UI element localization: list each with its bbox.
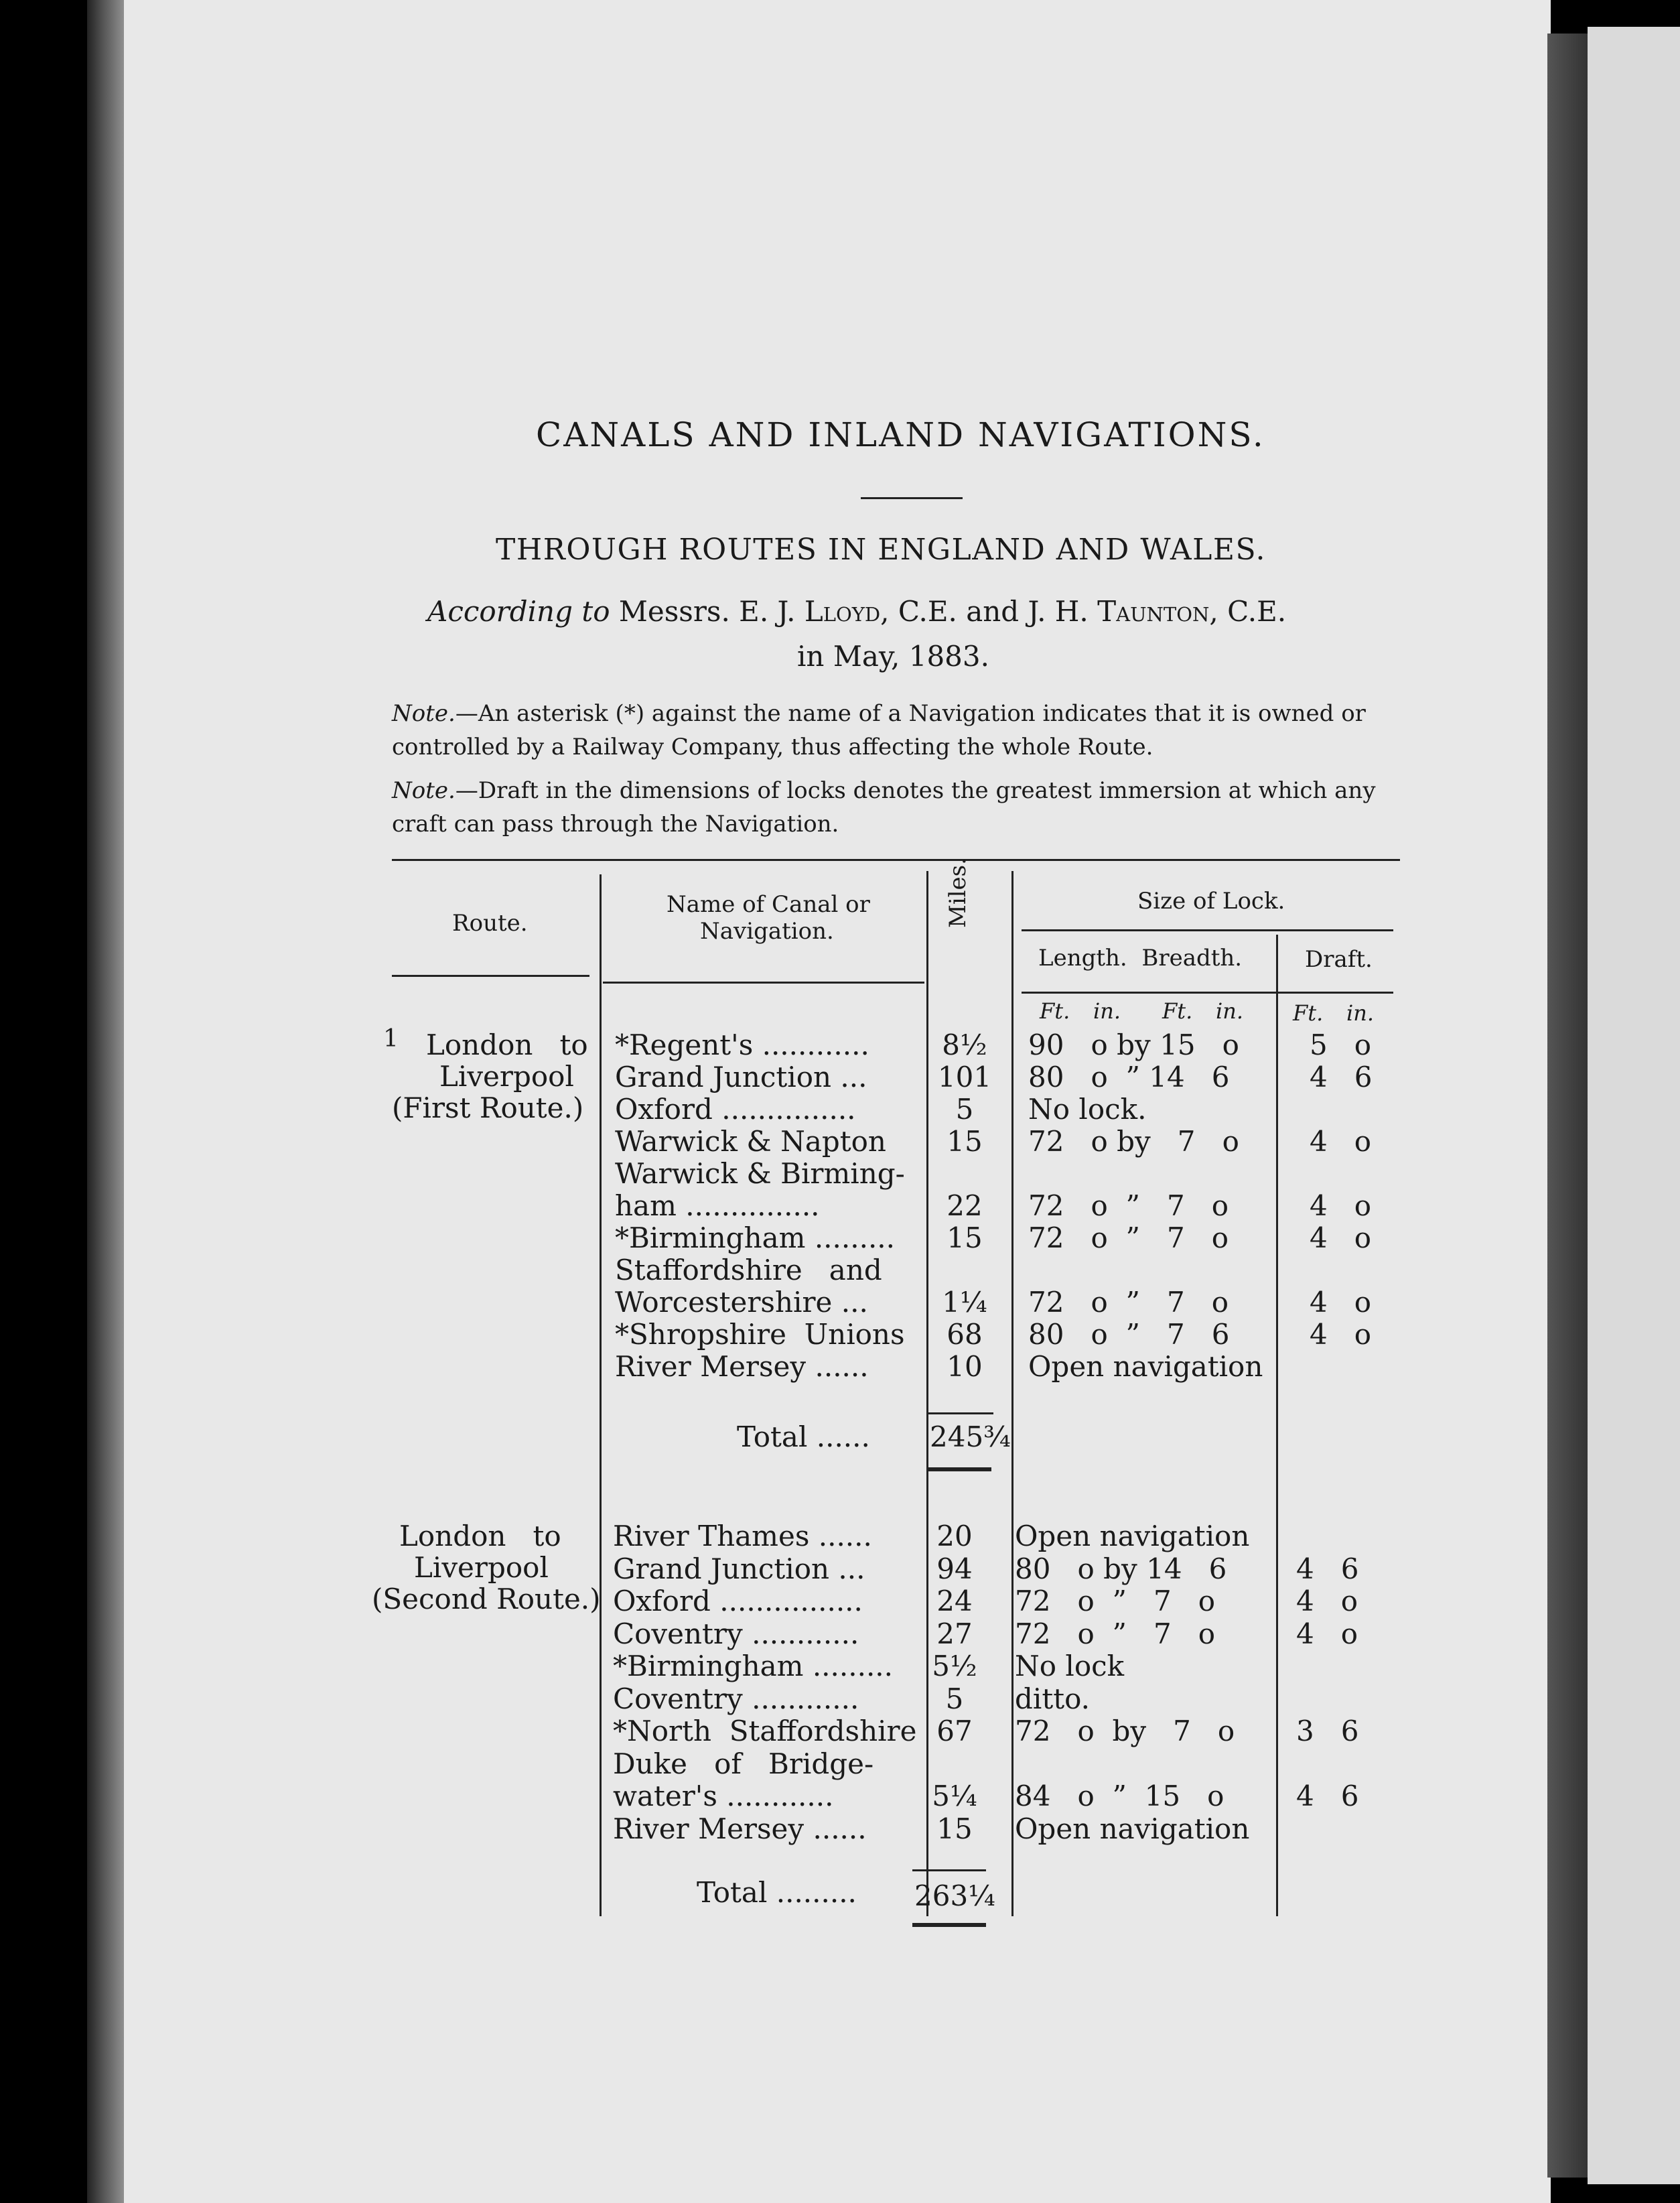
route2-row-canal-miles: 5½	[932, 1650, 977, 1682]
route2-row-canal-name: *North Staffordshire	[613, 1715, 917, 1747]
route1-row-lock-draft: 4 o	[1310, 1125, 1372, 1158]
route1-total-value: 245¾	[930, 1420, 1011, 1453]
note1-label: Note.	[392, 700, 456, 727]
route2-row-lock-size: 84 o ” 15 o	[1015, 1780, 1224, 1812]
route1-row-canal-name: *Shropshire Unions	[615, 1318, 905, 1351]
header-draft: Draft.	[1305, 946, 1373, 973]
route2-label-line3: (Second Route.)	[372, 1583, 601, 1615]
route2-row-canal-name: Duke of Bridge-	[613, 1747, 874, 1780]
header-name-line1: Name of Canal or	[667, 891, 870, 918]
route1-total-rule-top	[926, 1412, 993, 1414]
route1-row-lock-size: 72 o ” 7 o	[1028, 1221, 1229, 1254]
route1-row-canal-miles: 1¼	[942, 1286, 987, 1319]
route1-label-line2: Liverpool	[439, 1060, 574, 1093]
route1-row-lock-size: 80 o ” 7 6	[1028, 1318, 1230, 1351]
header-size-of-lock: Size of Lock.	[1137, 888, 1285, 915]
route1-label-line3: (First Route.)	[392, 1091, 584, 1124]
attribution-text1: Messrs. E. J.	[618, 595, 804, 628]
note-asterisk	[392, 697, 1403, 764]
header-name-line2: Navigation.	[700, 918, 834, 945]
header-bottom-rule-lock	[1022, 992, 1393, 994]
route2-row-canal-miles: 67	[936, 1715, 973, 1747]
route2-row-lock-draft: 4 o	[1296, 1585, 1358, 1617]
attribution-text3: , C.E.	[1209, 595, 1287, 628]
route2-row-lock-size: No lock	[1015, 1650, 1125, 1682]
route1-row-canal-name: Worcestershire ...	[615, 1286, 868, 1319]
route2-row-canal-miles: 15	[936, 1812, 973, 1845]
route2-row-lock-draft: 4 o	[1296, 1617, 1358, 1650]
route1-total-rule-bottom	[928, 1467, 991, 1471]
route1-row-canal-miles: 8½	[942, 1028, 987, 1061]
route1-row-lock-draft: 4 o	[1310, 1318, 1372, 1351]
page-edge	[1547, 34, 1588, 2178]
table-top-rule	[392, 859, 1400, 861]
route1-row-canal-name: Warwick & Birming-	[615, 1157, 905, 1190]
attribution-date: in May, 1883.	[797, 640, 989, 673]
route2-row-lock-size: ditto.	[1015, 1682, 1090, 1715]
route1-row-lock-draft: 4 o	[1310, 1221, 1372, 1254]
note1-text: —An asterisk (*) against the name of a Navigation indicates that it is owned or controlled by a Railway Company, thus affecting the whole Route.	[392, 700, 1366, 760]
route1-row-lock-size: 72 o by 7 o	[1028, 1125, 1239, 1158]
attribution-prefix: According to	[427, 595, 610, 628]
route2-row-canal-miles: 5	[945, 1682, 964, 1715]
route2-label-line1: London to	[399, 1520, 561, 1552]
route2-row-lock-size: 72 o by 7 o	[1015, 1715, 1235, 1747]
route2-row-canal-name: *Birmingham .........	[613, 1650, 893, 1682]
route1-row-canal-name: River Mersey ......	[615, 1350, 869, 1383]
route2-row-lock-draft: 4 6	[1296, 1780, 1359, 1812]
header-length-breadth: Length. Breadth.	[1038, 945, 1243, 972]
route2-total-rule-bottom	[912, 1923, 986, 1927]
attribution-text2: , C.E. and J. H.	[880, 595, 1098, 628]
header-bottom-rule-route	[392, 975, 589, 977]
unit-ft-length: Ft.	[1040, 998, 1070, 1024]
route1-row-canal-name: Staffordshire and	[615, 1254, 882, 1286]
route2-row-lock-draft: 3 6	[1296, 1715, 1359, 1747]
unit-ft-draft: Ft.	[1293, 1000, 1324, 1026]
note-draft	[392, 774, 1403, 841]
route2-row-lock-size: Open navigation	[1015, 1812, 1250, 1845]
attribution-name1: Lloyd	[804, 595, 881, 628]
route2-row-canal-name: Oxford ................	[613, 1585, 863, 1617]
column-divider-draft	[1276, 935, 1278, 1916]
route1-row-lock-draft: 5 o	[1310, 1028, 1372, 1061]
title-rule	[861, 497, 963, 499]
route2-row-lock-size: Open navigation	[1015, 1520, 1250, 1552]
route1-row-canal-name: Grand Junction ...	[615, 1061, 867, 1093]
route1-row-lock-draft: 4 6	[1310, 1061, 1373, 1093]
column-divider-miles	[1011, 871, 1013, 1916]
size-of-lock-rule	[1022, 929, 1393, 931]
route2-row-canal-name: Grand Junction ...	[613, 1552, 865, 1585]
route2-row-canal-name: water's ............	[613, 1780, 834, 1812]
route1-row-canal-name: *Regent's ............	[615, 1028, 869, 1061]
route2-row-canal-miles: 27	[936, 1617, 973, 1650]
route1-row-canal-miles: 5	[955, 1093, 974, 1126]
book-binding	[87, 0, 127, 2203]
route2-total-label: Total .........	[697, 1876, 857, 1909]
route1-row-canal-miles: 22	[947, 1189, 983, 1222]
route2-row-canal-miles: 20	[936, 1520, 973, 1552]
next-page	[1588, 27, 1680, 2184]
page-subtitle: THROUGH ROUTES IN ENGLAND AND WALES.	[496, 533, 1267, 567]
attribution	[427, 595, 1286, 628]
route2-row-canal-name: Coventry ............	[613, 1682, 859, 1715]
route2-row-lock-draft: 4 6	[1296, 1552, 1359, 1585]
route1-number: 1	[383, 1025, 399, 1053]
header-bottom-rule-name	[603, 982, 924, 984]
route1-row-lock-size: 72 o ” 7 o	[1028, 1286, 1229, 1319]
route1-row-canal-miles: 101	[937, 1061, 992, 1093]
route1-row-canal-name: ham ...............	[615, 1189, 820, 1222]
route1-label-line1: London to	[426, 1028, 588, 1061]
unit-in-length: in.	[1093, 998, 1121, 1024]
route2-row-canal-miles: 24	[936, 1585, 973, 1617]
attribution-name2: Taunton	[1097, 595, 1210, 628]
route1-row-lock-draft: 4 o	[1310, 1189, 1372, 1222]
note2-label: Note.	[392, 777, 456, 804]
unit-in-draft: in.	[1346, 1000, 1375, 1026]
route2-row-canal-name: River Mersey ......	[613, 1812, 867, 1845]
header-miles: Miles.	[944, 858, 971, 928]
route2-row-canal-name: River Thames ......	[613, 1520, 872, 1552]
header-route: Route.	[452, 910, 528, 937]
route2-row-lock-size: 72 o ” 7 o	[1015, 1617, 1216, 1650]
route1-row-lock-size: No lock.	[1028, 1093, 1147, 1126]
route1-row-lock-size: 72 o ” 7 o	[1028, 1189, 1229, 1222]
route2-row-lock-size: 72 o ” 7 o	[1015, 1585, 1216, 1617]
route1-total-label: Total ......	[737, 1420, 870, 1453]
route1-row-canal-miles: 15	[947, 1125, 983, 1158]
route2-row-canal-miles: 5¼	[932, 1780, 977, 1812]
route2-row-canal-name: Coventry ............	[613, 1617, 859, 1650]
unit-in-breadth: in.	[1216, 998, 1244, 1024]
route1-row-canal-name: Oxford ...............	[615, 1093, 856, 1126]
route1-row-canal-name: Warwick & Napton	[615, 1125, 886, 1158]
route2-total-value: 263¼	[914, 1879, 995, 1912]
column-divider-name	[926, 871, 928, 1916]
route1-row-canal-miles: 68	[947, 1318, 983, 1351]
route1-row-lock-size: Open navigation	[1028, 1350, 1263, 1383]
route1-row-canal-miles: 15	[947, 1221, 983, 1254]
route1-row-lock-size: 90 o by 15 o	[1028, 1028, 1239, 1061]
route1-row-canal-miles: 10	[947, 1350, 983, 1383]
route1-row-lock-draft: 4 o	[1310, 1286, 1372, 1319]
column-divider-route	[600, 874, 602, 1916]
route2-row-canal-miles: 94	[936, 1552, 973, 1585]
note2-text: —Draft in the dimensions of locks denotes the greatest immersion at which any craft can pass through the Navigation.	[392, 777, 1376, 838]
unit-ft-breadth: Ft.	[1162, 998, 1193, 1024]
route2-row-lock-size: 80 o by 14 6	[1015, 1552, 1227, 1585]
route1-row-canal-name: *Birmingham .........	[615, 1221, 895, 1254]
page-title: CANALS AND INLAND NAVIGATIONS.	[536, 415, 1265, 454]
route2-total-rule-top	[912, 1869, 986, 1871]
route1-row-lock-size: 80 o ” 14 6	[1028, 1061, 1230, 1093]
route2-label-line2: Liverpool	[414, 1551, 549, 1584]
